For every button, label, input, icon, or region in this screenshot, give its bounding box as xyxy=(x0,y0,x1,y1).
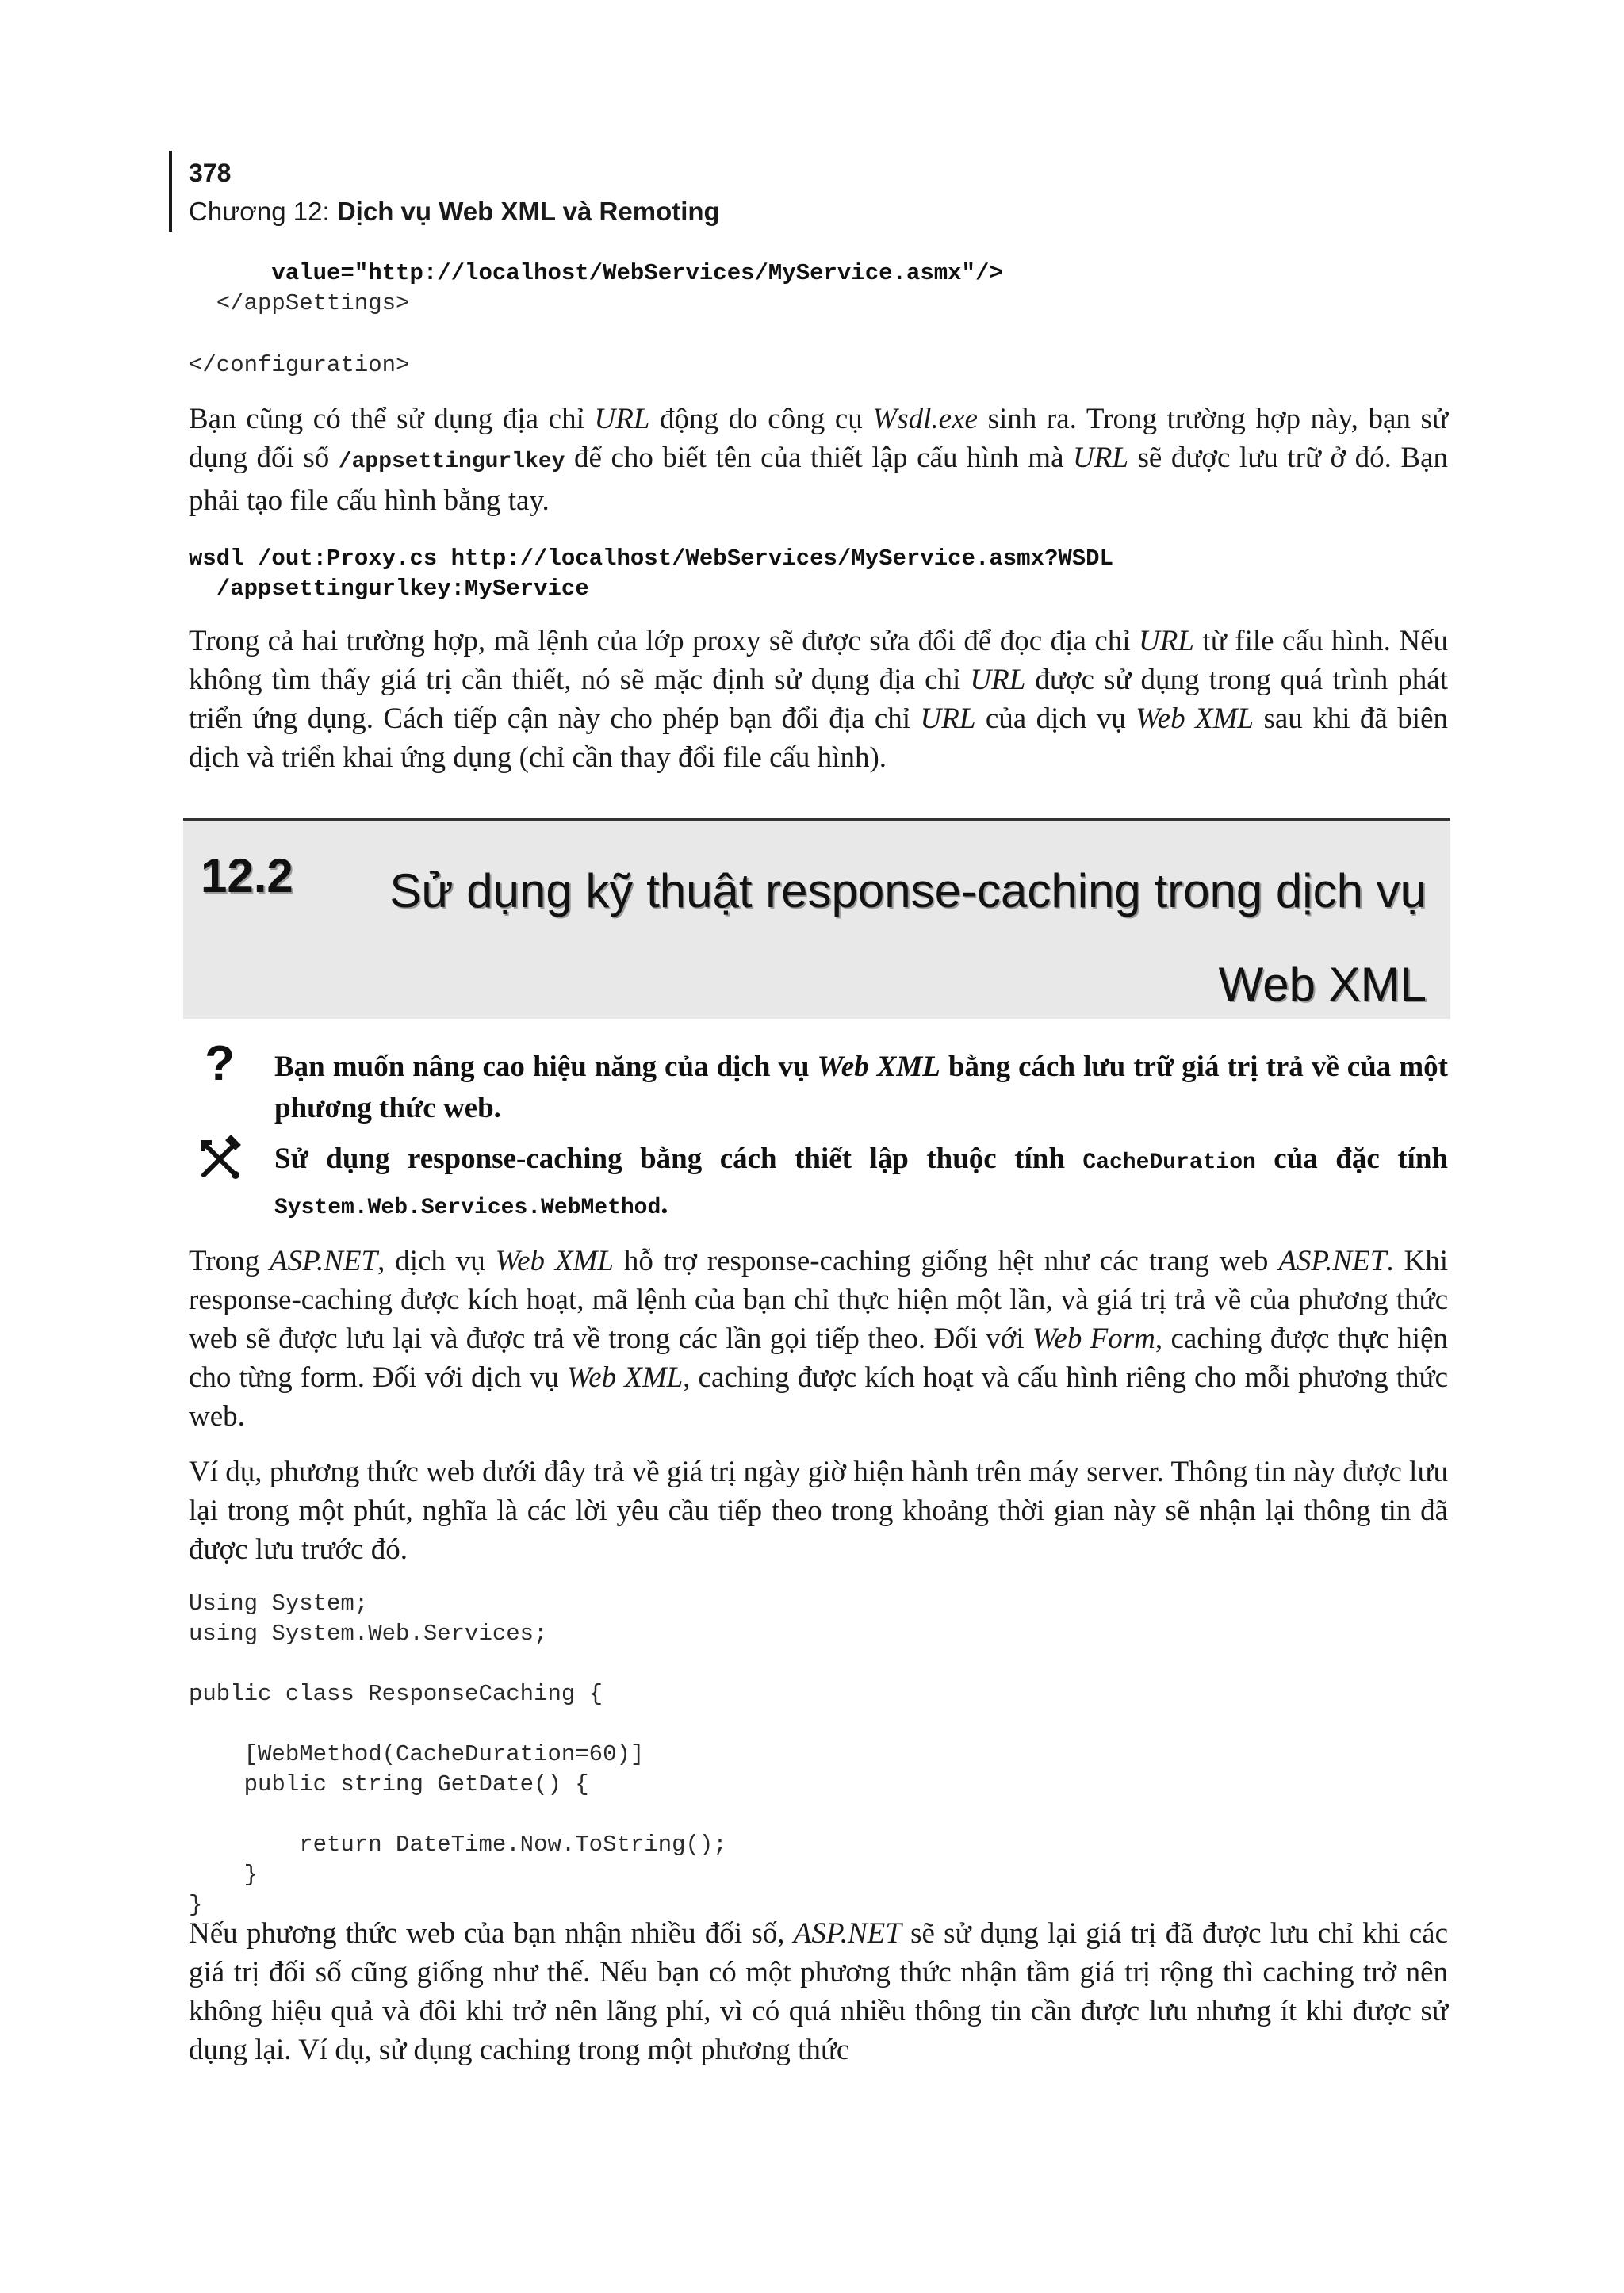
chapter-prefix: Chương 12: xyxy=(189,197,337,226)
code-appsettings-close: </appSettings> xyxy=(189,290,410,316)
section-title: Sử dụng kỹ thuật response-caching trong dịch vụ Web XML xyxy=(389,864,1427,1011)
section-number: 12.2 xyxy=(201,849,293,902)
problem-statement: Bạn muốn nâng cao hiệu năng của dịch vụ Web XML bằng cách lưu trữ giá trị trả về của một phương thức web. xyxy=(274,1051,1448,1124)
question-icon xyxy=(196,1037,243,1085)
code-wsdl-command: wsdl /out:Proxy.cs http://localhost/WebServices/MyService.asmx?WSDL xyxy=(189,545,1113,572)
paragraph-example-intro: Ví dụ, phương thức web dưới đây trả về giá trị ngày giờ hiện hành trên máy server. Thông tin này được lưu lại trong một phút, nghĩa là các lời yêu cầu tiếp theo trong khoảng thời gian này sẽ nhận lại thông tin đã được lưu trước đó. xyxy=(189,1456,1448,1566)
section-heading-box xyxy=(183,818,1450,1019)
solution-statement: Sử dụng response-caching bằng cách thiết lập thuộc tính CacheDuration của đặc tính System.Web.Services.WebMethod. xyxy=(274,1143,1448,1220)
code-response-caching: Using System; using System.Web.Services; public class ResponseCaching { [WebMethod(CacheDuration=60)] public string GetDate() { return DateTime.Now.ToString(); } } xyxy=(189,1591,727,1918)
paragraph-proxy-config: Trong cả hai trường hợp, mã lệnh của lớp proxy sẽ được sửa đổi để đọc địa chỉ URL từ file cấu hình. Nếu không tìm thấy giá trị cần thiết, nó sẽ mặc định sử dụng địa chỉ URL được sử dụng trong quá trình phát triển ứng dụng. Cách tiếp cận này cho phép bạn đổi địa chỉ URL của dịch vụ Web XML sau khi đã biên dịch và triển khai ứng dụng (chỉ cần thay đổi file cấu hình). xyxy=(189,625,1449,774)
header-rule xyxy=(169,151,172,232)
chapter-title: Dịch vụ Web XML và Remoting xyxy=(336,197,720,226)
svg-text:?: ? xyxy=(205,1037,235,1085)
code-wsdl-command-cont: /appsettingurlkey:MyService xyxy=(189,576,589,602)
inline-code-flag: /appsettingurlkey xyxy=(338,450,565,474)
paragraph-multiple-args: Nếu phương thức web của bạn nhận nhiều đối số, ASP.NET sẽ sử dụng lại giá trị đã được lưu chỉ khi các giá trị đối số cũng giống như thế. Nếu bạn có một phương thức nhận tầm giá trị rộng thì caching trở nên không hiệu quả và đôi khi trở nên lãng phí, vì có quá nhiều thông tin cần được lưu nhưng ít khi được sử dụng lại. Ví dụ, sử dụng caching trong một phương thức xyxy=(189,1917,1448,2066)
paragraph-aspnet-caching: Trong ASP.NET, dịch vụ Web XML hỗ trợ response-caching giống hệt như các trang web ASP.NET. Khi response-caching được kích hoạt, mã lệnh của bạn chỉ thực hiện một lần, và giá trị trả về của phương thức web sẽ được lưu lại và được trả về trong các lần gọi tiếp theo. Đối với Web Form, caching được thực hiện cho từng form. Đối với dịch vụ Web XML, caching được kích hoạt và cấu hình riêng cho mỗi phương thức web. xyxy=(189,1245,1448,1433)
chapter-heading xyxy=(189,195,720,228)
page-number: 378 xyxy=(189,159,232,187)
inline-code-cacheduration: CacheDuration xyxy=(1082,1150,1256,1175)
tools-icon xyxy=(196,1135,243,1183)
code-configuration-close: </configuration> xyxy=(189,352,410,378)
paragraph-dynamic-url: Bạn cũng có thể sử dụng địa chỉ URL động do công cụ Wsdl.exe sinh ra. Trong trường hợp này, bạn sử dụng đối số /appsettingurlkey để cho biết tên của thiết lập cấu hình mà URL sẽ được lưu trữ ở đó. Bạn phải tạo file cấu hình bằng tay. xyxy=(189,403,1448,517)
code-config-value: value="http://localhost/WebServices/MyService.asmx"/> xyxy=(189,260,1003,286)
inline-code-webmethod: System.Web.Services.WebMethod xyxy=(274,1196,661,1220)
